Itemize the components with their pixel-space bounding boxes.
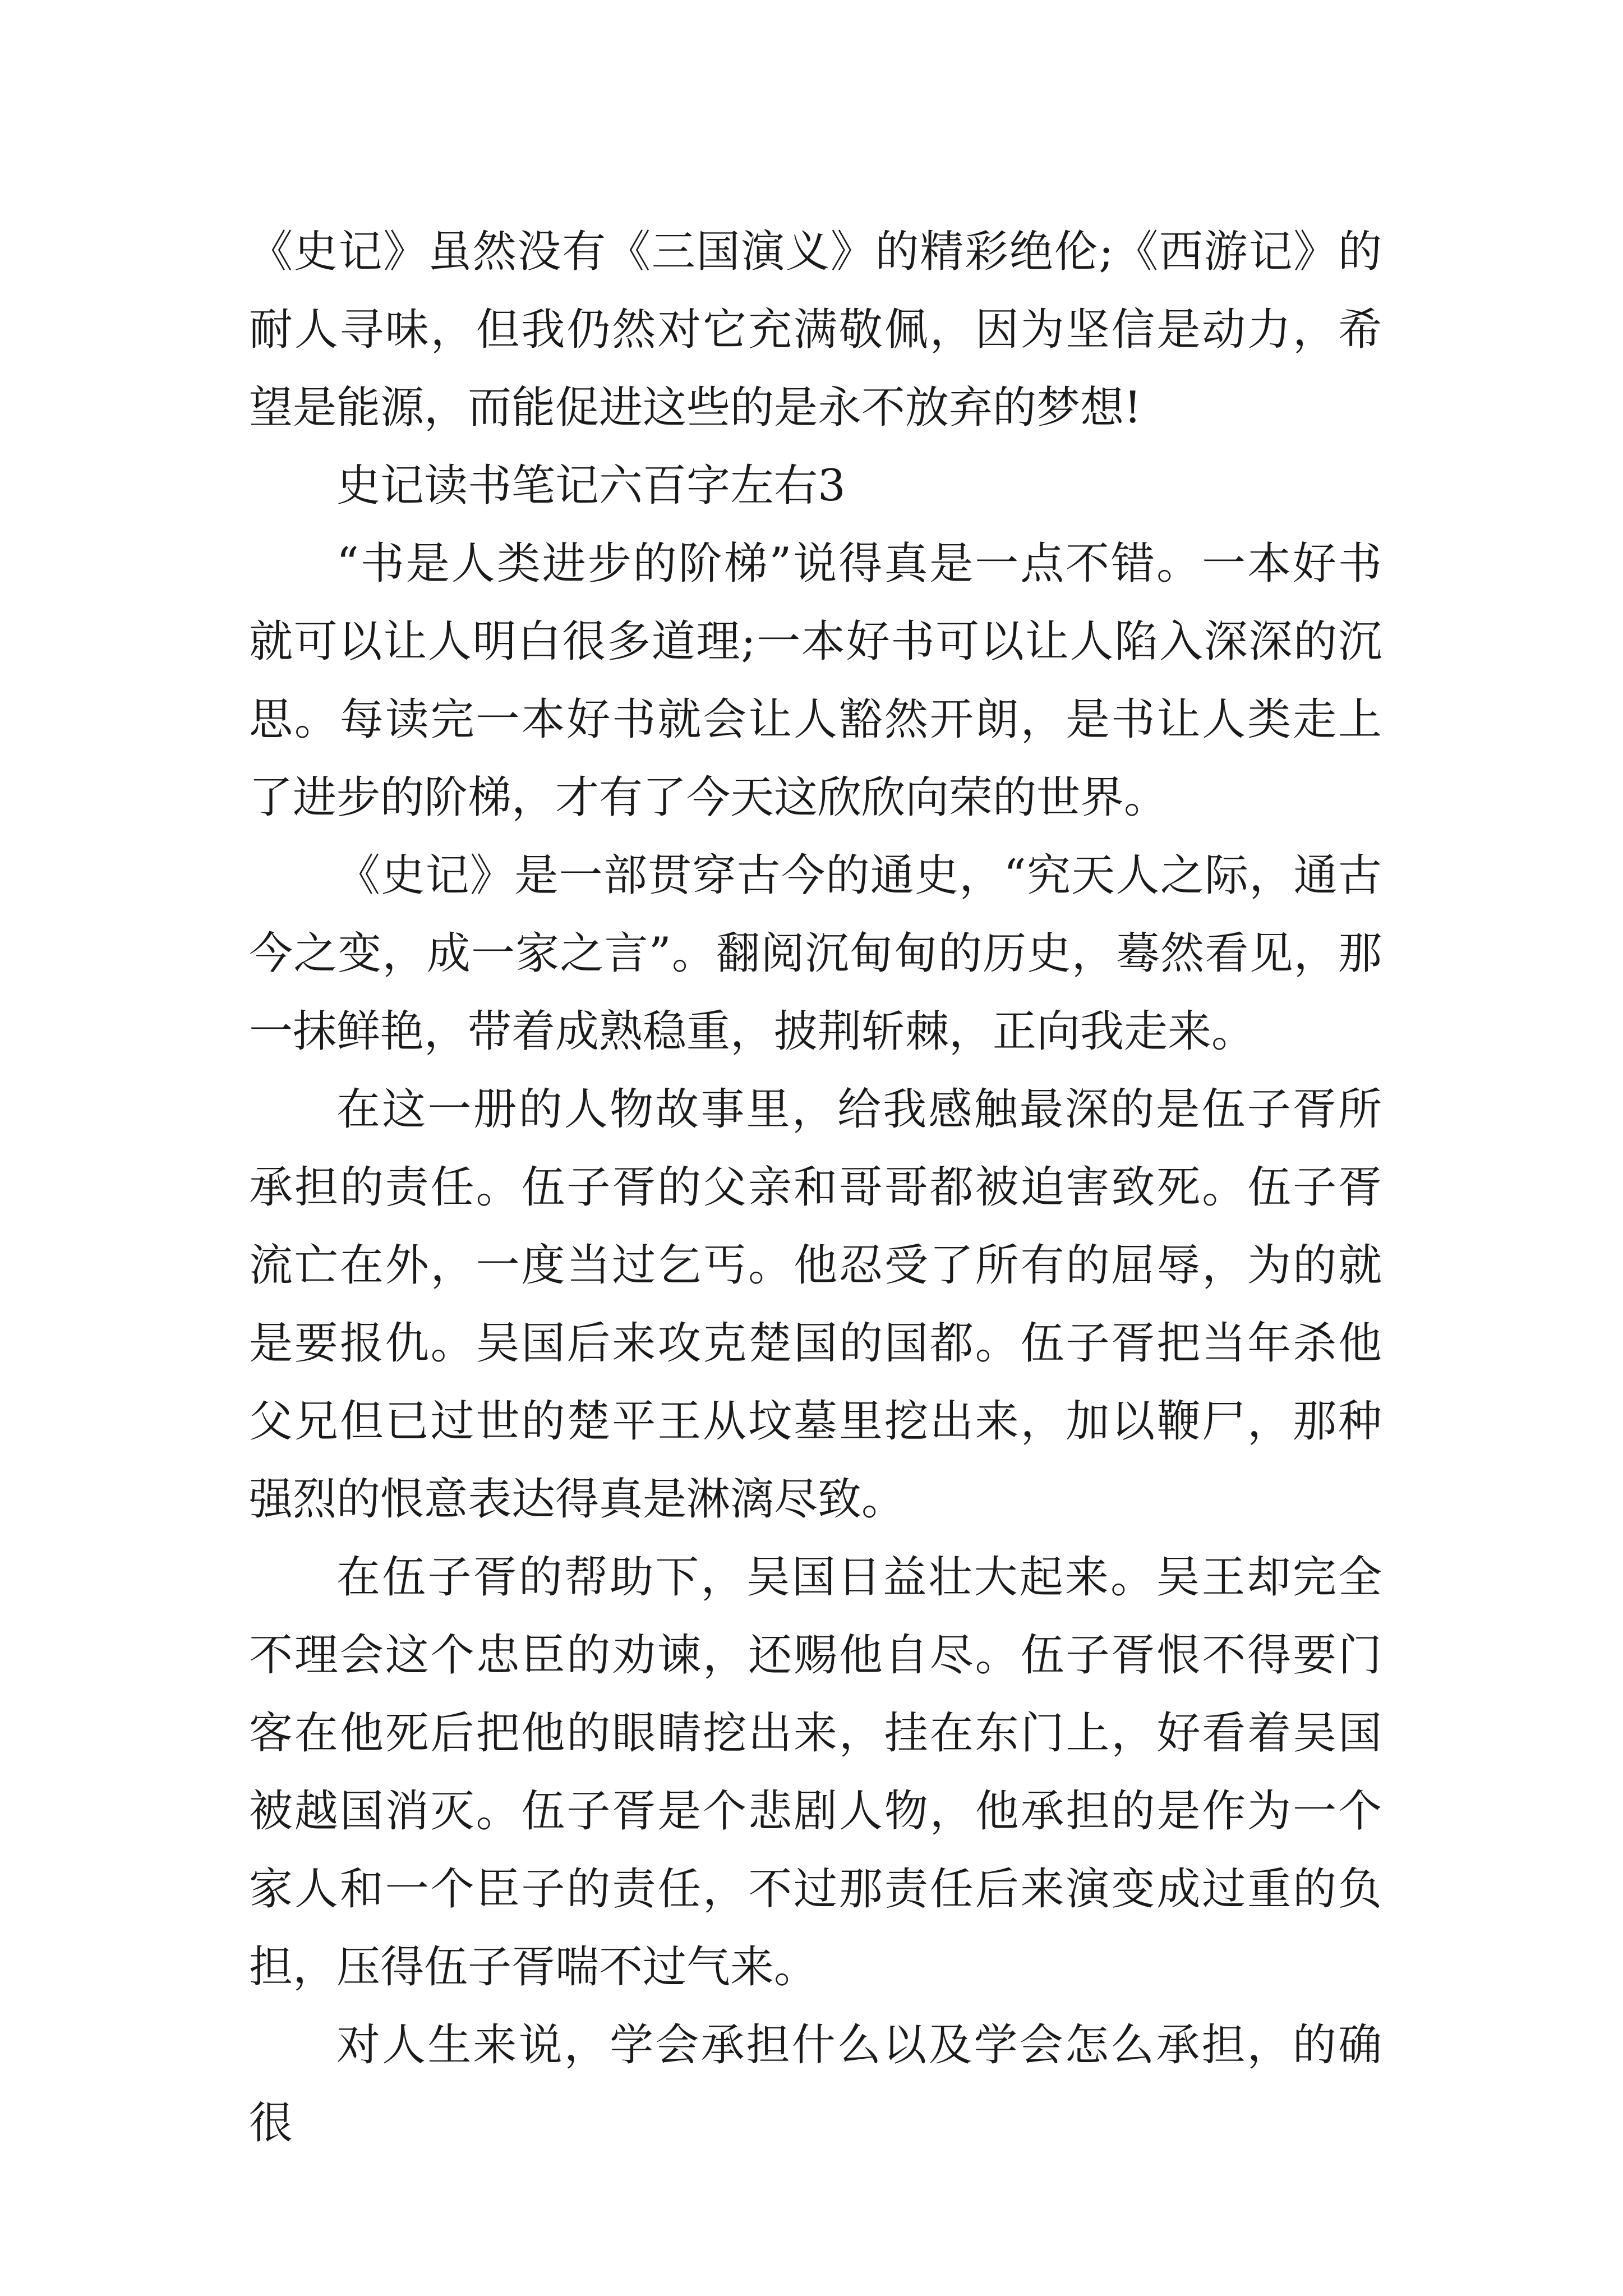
paragraph-intro: 《史记》虽然没有《三国演义》的精彩绝伦;《西游记》的耐人寻味，但我仍然对它充满敬佩，因为坚信是动力，希望是能源，而能促进这些的是永不放弃的梦想! xyxy=(249,227,1382,433)
paragraph-wu-zixu-tragedy: 在伍子胥的帮助下，吴国日益壮大起来。吴王却完全不理会这个忠臣的劝谏，还赐他自尽。伍子胥恨不得要门客在他死后把他的眼睛挖出来，挂在东门上，好看着吴国被越国消灭。伍子胥是个悲剧人物，他承担的是作为一个家人和一个臣子的责任，不过那责任后来演变成过重的负担，压得伍子胥喘不过气来。 xyxy=(249,1552,1382,1993)
paragraph-shiji-history: 《史记》是一部贯穿古今的通史，“究天人之际，通古今之变，成一家之言”。翻阅沉甸甸的历史，蓦然看见，那一抹鲜艳，带着成熟稳重，披荆斩棘，正向我走来。 xyxy=(249,850,1382,1057)
paragraph-life-reflection: 对人生来说，学会承担什么以及学会怎么承担，的确很 xyxy=(249,2020,1382,2148)
paragraph-wu-zixu-responsibility: 在这一册的人物故事里，给我感触最深的是伍子胥所承担的责任。伍子胥的父亲和哥哥都被迫害致死。伍子胥流亡在外，一度当过乞丐。他忍受了所有的屈辱，为的就是要报仇。吴国后来攻克楚国的国都。伍子胥把当年杀他父兄但已过世的楚平王从坟墓里挖出来，加以鞭尸，那种强烈的恨意表达得真是淋漓尽致。 xyxy=(249,1084,1382,1525)
section-heading: 史记读书笔记六百字左右3 xyxy=(336,461,846,511)
paragraph-book-ladder: “书是人类进步的阶梯”说得真是一点不错。一本好书就可以让人明白很多道理;一本好书可以让人陷入深深的沉思。每读完一本好书就会让人豁然开朗，是书让人类走上了进步的阶梯，才有了今天这欣欣向荣的世界。 xyxy=(249,539,1382,823)
document-body xyxy=(249,213,1382,2162)
